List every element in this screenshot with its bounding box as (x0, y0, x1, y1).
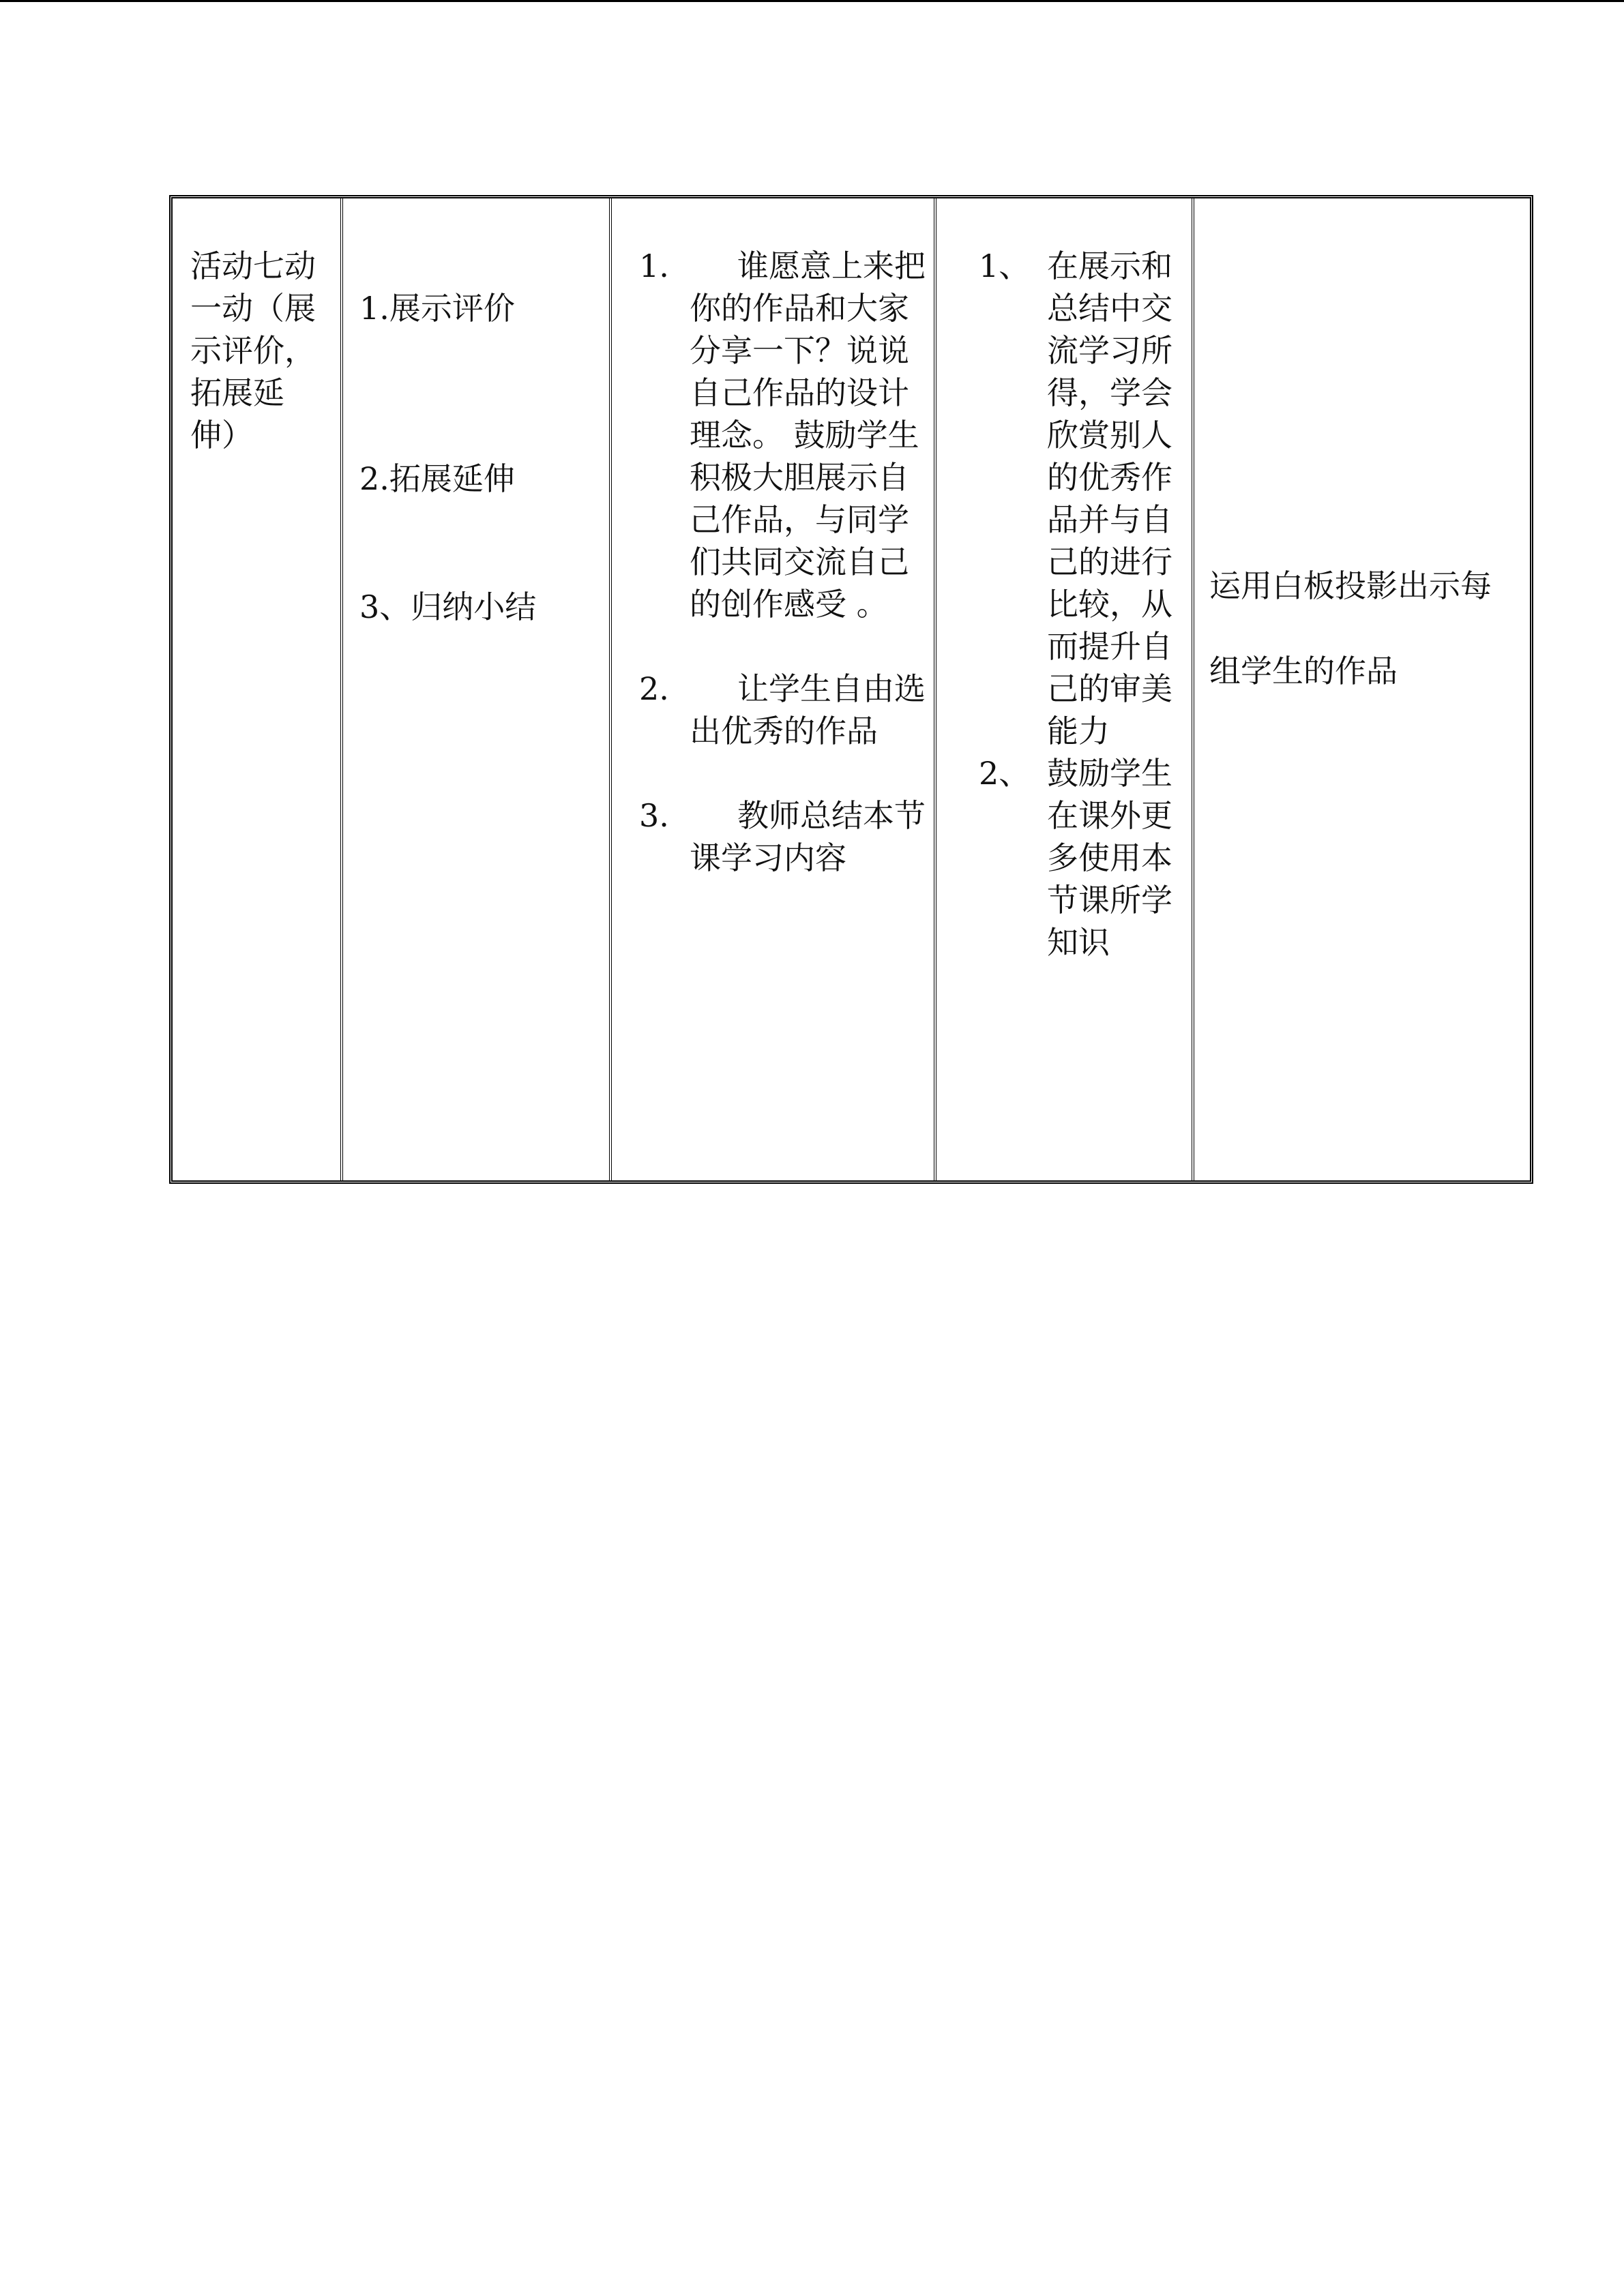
item-text: 让学生自由选出优秀的作品 (690, 670, 926, 749)
item-number: 3. (639, 797, 669, 834)
lesson-plan-table (169, 195, 1533, 1184)
teacher-activity-item (639, 668, 926, 752)
steps-column (343, 198, 612, 1180)
step-item: 1.展示评价 (359, 290, 515, 327)
item-number: 2. (639, 670, 669, 707)
media-column (1194, 198, 1530, 1180)
teacher-activities-column (612, 198, 936, 1180)
item-text: 教师总结本节课学习内容 (690, 797, 926, 876)
media-description: 运用白板投影出示每组学生的作品 (1209, 567, 1492, 689)
teacher-activity-item (639, 794, 926, 879)
student-activity-item (979, 245, 1185, 752)
student-activities-column (936, 198, 1194, 1180)
item-text: 鼓励学生在课外更多使用本节课所学知识 (1047, 755, 1172, 961)
activity-title: 活动七动一动（展示评价，拓展延伸） (190, 248, 316, 453)
item-number: 1. (639, 248, 669, 284)
page-top-border (0, 0, 1624, 2)
item-text: 在展示和总结中交流学习所得，学会欣赏别人的优秀作品并与自己的进行比较，从而提升自己的审美能力 (1047, 248, 1172, 749)
step-item: 3、归纳小结 (359, 588, 537, 625)
item-number: 1、 (979, 248, 1031, 284)
item-number: 2、 (979, 755, 1031, 792)
step-item: 2.拓展延伸 (359, 460, 515, 497)
item-text: 谁愿意上来把你的作品和大家分享一下？说说自己作品的设计理念。 鼓励学生积极大胆展示自己作品，与同学们共同交流自己的创作感受 。 (690, 248, 926, 623)
student-activity-item (979, 752, 1185, 964)
teacher-activity-item (639, 245, 926, 625)
activity-column (173, 198, 343, 1180)
